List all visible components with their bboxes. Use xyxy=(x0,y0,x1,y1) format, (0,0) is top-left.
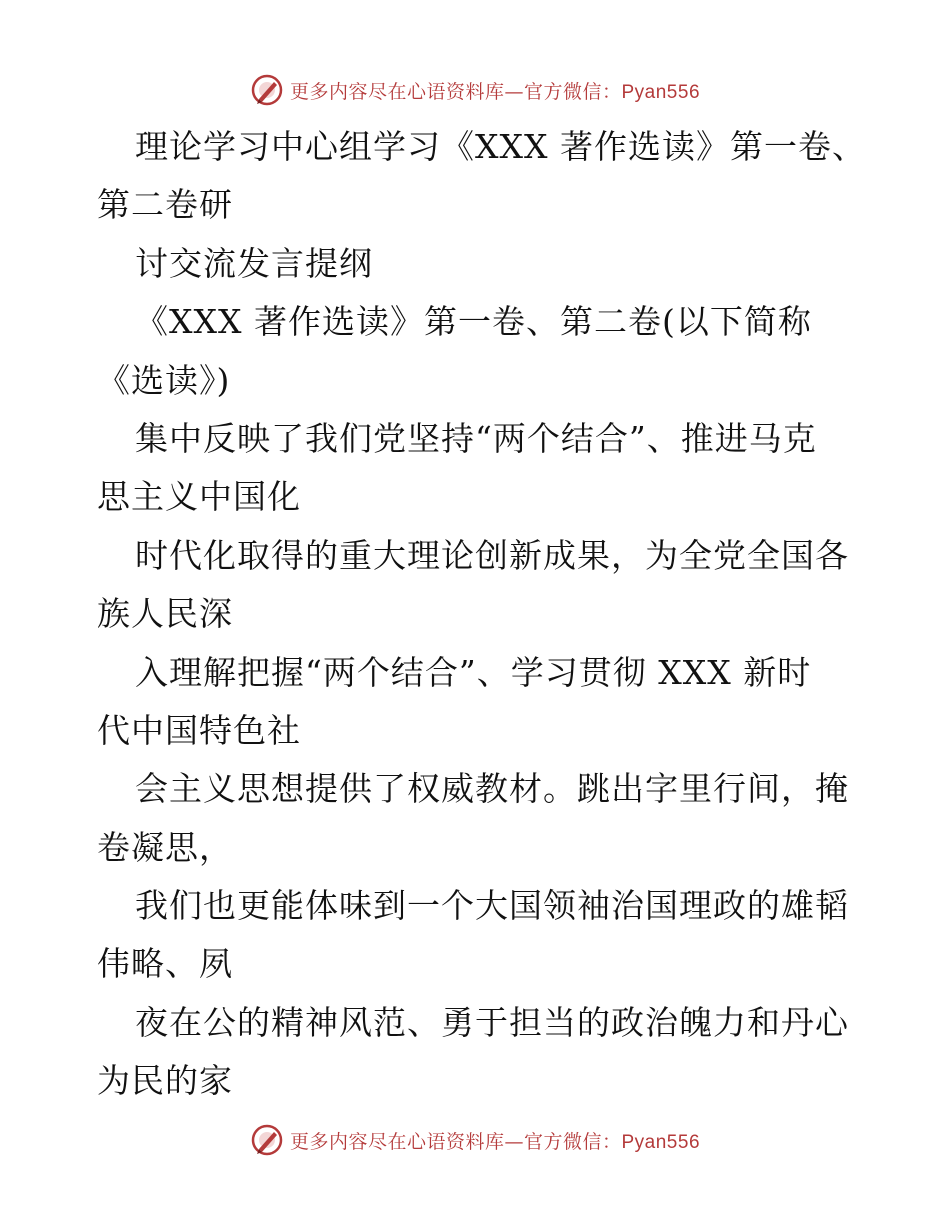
body-line: 代中国特色社 xyxy=(97,710,301,750)
body-line: 集中反映了我们党坚持“两个结合”、推进马克 xyxy=(135,418,817,458)
footer-wechat-id: Pyan556 xyxy=(621,1131,701,1153)
header-banner xyxy=(0,70,950,110)
pen-circle-logo-icon xyxy=(250,73,284,107)
footer-text: 更多内容尽在心语资料库—官方微信：Pyan556 xyxy=(289,1130,701,1153)
body-line: 我们也更能体味到一个大国领袖治国理政的雄韬 xyxy=(135,886,849,926)
body-line: 思主义中国化 xyxy=(97,477,301,517)
header-text: 更多内容尽在心语资料库—官方微信：Pyan556 xyxy=(289,80,701,103)
document-body xyxy=(97,118,887,1111)
body-line: 理论学习中心组学习《XXX 著作选读》第一卷、 xyxy=(135,127,866,166)
body-line: 第二卷研 xyxy=(97,185,233,225)
header-wechat-id: Pyan556 xyxy=(621,81,701,103)
body-line: 伟略、夙 xyxy=(97,944,233,984)
body-line: 时代化取得的重大理论创新成果，为全党全国各 xyxy=(135,535,849,575)
pen-circle-logo-icon xyxy=(250,1123,284,1157)
footer-banner xyxy=(0,1120,950,1160)
body-line: 讨交流发言提纲 xyxy=(135,243,373,283)
body-line: 夜在公的精神风范、勇于担当的政治魄力和丹心 xyxy=(135,1002,849,1042)
body-line: 《选读》) xyxy=(97,360,231,400)
body-line: 卷凝思， xyxy=(97,827,233,867)
body-line: 入理解把握“两个结合”、学习贯彻 XXX 新时 xyxy=(135,652,812,692)
body-line: 族人民深 xyxy=(97,594,233,634)
body-line: 《XXX 著作选读》第一卷、第二卷(以下简称 xyxy=(135,302,812,342)
body-line: 会主义思想提供了权威教材。跳出字里行间，掩 xyxy=(135,769,849,809)
body-line: 为民的家 xyxy=(97,1061,233,1101)
